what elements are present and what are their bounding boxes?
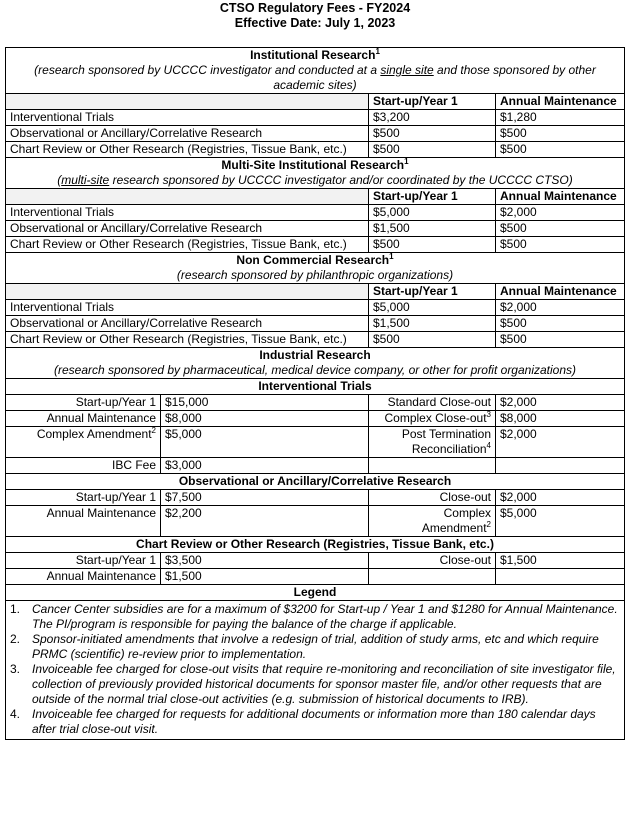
row-label: Interventional Trials	[6, 205, 369, 221]
fee-value: $15,000	[161, 395, 369, 411]
annual-fee: $2,000	[496, 205, 625, 221]
col-startup-header: Start-up/Year 1	[369, 94, 496, 110]
table-row	[6, 458, 625, 474]
fee-value: $1,500	[496, 553, 625, 569]
fee-label: Complex Amendment$^2$	[369, 506, 496, 537]
startup-fee: $500	[369, 126, 496, 142]
annual-fee: $500	[496, 142, 625, 158]
footnote-ref: 1	[389, 252, 394, 261]
fee-label	[369, 569, 496, 585]
legend	[6, 601, 625, 740]
legend-item: 3. Invoiceable fee charged for close-out visits that require re-monitoring and reconciliation of site investigator file, collection of previously provided historical documents for sponsor master file, and/or other requests that are outside of the normal trial close-out activities (e.g. submission of historical documents to IRB).	[10, 662, 616, 706]
row-label: Observational or Ancillary/Correlative Research	[6, 126, 369, 142]
document-title: CTSO Regulatory Fees - FY2024	[219, 1, 411, 15]
section-header-institutional	[6, 48, 625, 94]
section-header-industrial	[6, 348, 625, 379]
legend-item: 1. Cancer Center subsidies are for a maximum of $3200 for Start-up / Year 1 and $1280 for Annual Maintenance. The PI/program is responsible for paying the balance of the charge if applicable.	[10, 602, 618, 631]
column-header-row	[6, 284, 625, 300]
section-title: Non Commercial Research	[236, 253, 390, 267]
startup-fee: $1,500	[369, 316, 496, 332]
table-row	[6, 427, 625, 458]
fee-value: $8,000	[161, 411, 369, 427]
fee-label: Close-out	[369, 553, 496, 569]
fee-label: Start-up/Year 1	[6, 553, 161, 569]
col-annual-header: Annual Maintenance	[496, 189, 625, 205]
fee-value: $3,500	[161, 553, 369, 569]
fee-label: Start-up/Year 1	[6, 490, 161, 506]
fee-label: Complex Amendment$^2$	[6, 427, 161, 458]
fee-value: $3,000	[161, 458, 369, 474]
document-title-block	[0, 1, 630, 31]
legend-header: Legend	[6, 585, 625, 601]
table-row	[6, 332, 625, 348]
table-row	[6, 126, 625, 142]
table-row	[6, 300, 625, 316]
table-row	[6, 569, 625, 585]
section-subtitle: (multi-site research sponsored by UCCCC investigator and/or coordinated by the UCCCC CTSO)	[57, 173, 573, 187]
fee-label: Start-up/Year 1	[6, 395, 161, 411]
fee-label: Annual Maintenance	[6, 411, 161, 427]
table-row	[6, 142, 625, 158]
annual-fee: $500	[496, 316, 625, 332]
row-label: Chart Review or Other Research (Registries, Tissue Bank, etc.)	[6, 332, 369, 348]
fee-label	[369, 458, 496, 474]
section-title: Industrial Research	[259, 348, 371, 362]
row-label: Interventional Trials	[6, 110, 369, 126]
section-subtitle: (research sponsored by pharmaceutical, medical device company, or other for profit organizations)	[53, 363, 577, 377]
row-label: Chart Review or Other Research (Registries, Tissue Bank, etc.)	[6, 142, 369, 158]
startup-fee: $1,500	[369, 221, 496, 237]
startup-fee: $5,000	[369, 205, 496, 221]
section-header-multisite	[6, 158, 625, 189]
column-header-row	[6, 94, 625, 110]
fee-value: $2,000	[496, 427, 625, 458]
table-row	[6, 506, 625, 537]
fee-label: Annual Maintenance	[6, 569, 161, 585]
row-label: Observational or Ancillary/Correlative Research	[6, 316, 369, 332]
legend-item: 2. Sponsor-initiated amendments that involve a redesign of trial, addition of study arms, etc and which require PRMC (scientific) re-review prior to implementation.	[10, 632, 599, 661]
fee-value	[496, 569, 625, 585]
fee-label: Post Termination Reconciliation$^4$	[369, 427, 496, 458]
table-row	[6, 553, 625, 569]
table-row	[6, 221, 625, 237]
column-header-row	[6, 189, 625, 205]
legend-item: 4. Invoiceable fee charged for requests for additional documents or information more than 180 calendar days after trial close-out visit.	[10, 707, 596, 736]
row-label: Chart Review or Other Research (Registries, Tissue Bank, etc.)	[6, 237, 369, 253]
fee-value: $2,000	[496, 395, 625, 411]
section-subtitle: (research sponsored by philanthropic organizations)	[176, 268, 454, 282]
col-annual-header: Annual Maintenance	[496, 94, 625, 110]
startup-fee: $500	[369, 142, 496, 158]
effective-date: Effective Date: July 1, 2023	[234, 16, 396, 30]
startup-fee: $500	[369, 332, 496, 348]
fee-label: Annual Maintenance	[6, 506, 161, 537]
row-label: Interventional Trials	[6, 300, 369, 316]
annual-fee: $1,280	[496, 110, 625, 126]
section-title: Institutional Research	[250, 48, 376, 62]
table-row	[6, 110, 625, 126]
annual-fee: $500	[496, 126, 625, 142]
startup-fee: $3,200	[369, 110, 496, 126]
subsection-header-chart-review: Chart Review or Other Research (Registries, Tissue Bank, etc.)	[6, 537, 625, 553]
fee-value: $5,000	[496, 506, 625, 537]
footnote-ref: 1	[375, 47, 380, 56]
fee-label: Standard Close-out	[369, 395, 496, 411]
fee-value: $7,500	[161, 490, 369, 506]
section-title: Multi-Site Institutional Research	[221, 158, 405, 172]
col-startup-header: Start-up/Year 1	[369, 189, 496, 205]
section-header-noncommercial	[6, 253, 625, 284]
fee-value: $1,500	[161, 569, 369, 585]
subsection-header-observational: Observational or Ancillary/Correlative Research	[6, 474, 625, 490]
row-label: Observational or Ancillary/Correlative Research	[6, 221, 369, 237]
fee-value: $5,000	[161, 427, 369, 458]
fee-value	[496, 458, 625, 474]
col-startup-header: Start-up/Year 1	[369, 284, 496, 300]
fee-label: Close-out	[369, 490, 496, 506]
fee-label: IBC Fee	[6, 458, 161, 474]
fee-value: $8,000	[496, 411, 625, 427]
fee-label: Complex Close-out$^3$	[369, 411, 496, 427]
subsection-header-interventional: Interventional Trials	[6, 379, 625, 395]
footnote-ref: 1	[404, 157, 409, 166]
table-row	[6, 395, 625, 411]
annual-fee: $500	[496, 237, 625, 253]
startup-fee: $500	[369, 237, 496, 253]
table-row	[6, 490, 625, 506]
annual-fee: $2,000	[496, 300, 625, 316]
table-row	[6, 205, 625, 221]
table-row	[6, 316, 625, 332]
section-subtitle: (research sponsored by UCCCC investigator and conducted at a single site and those sponsored by other academic sites)	[34, 63, 596, 92]
table-row	[6, 411, 625, 427]
fee-table	[5, 47, 625, 740]
annual-fee: $500	[496, 221, 625, 237]
fee-value: $2,200	[161, 506, 369, 537]
table-row	[6, 237, 625, 253]
col-annual-header: Annual Maintenance	[496, 284, 625, 300]
annual-fee: $500	[496, 332, 625, 348]
fee-value: $2,000	[496, 490, 625, 506]
startup-fee: $5,000	[369, 300, 496, 316]
